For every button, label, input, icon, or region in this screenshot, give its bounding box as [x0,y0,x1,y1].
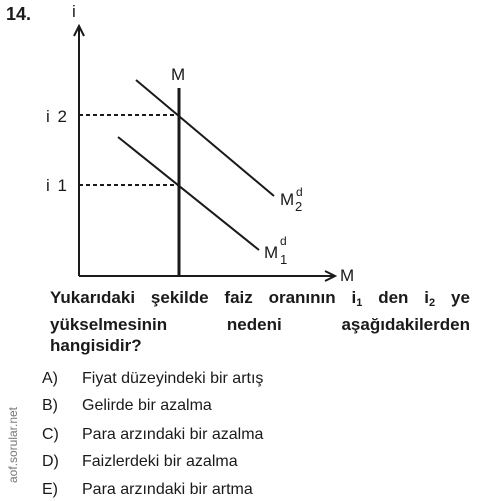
money-demand-curve-1 [118,137,259,250]
demand1-label-sub: 1 [280,252,288,267]
option-letter: B) [42,397,58,414]
option-text: Para arzındaki bir artma [82,481,253,498]
stem-word: $i_2$ [424,288,436,309]
option-c[interactable] [42,426,263,444]
option-letter: C) [42,426,59,443]
y-axis-label: i [72,2,76,21]
watermark-text: aof.sorular.net [6,406,20,484]
question-number: 14. [6,4,32,24]
stem-word: aşağıdakilerden [341,315,470,334]
option-letter: D) [42,453,59,470]
demand2-label-sup: d [296,185,303,199]
option-d[interactable] [42,453,238,471]
i2-label-sub: 2 [57,107,67,126]
stem-word: $i_1$ [351,288,363,309]
question-stem [50,287,470,356]
stem-word: den [378,288,409,307]
option-letter: E) [42,481,58,498]
stem-word: yükselmesinin [50,315,168,334]
stem-line-3 [50,335,470,356]
stem-word: hangisidir? [50,336,142,355]
demand1-label-base: M [264,243,279,262]
stem-word: ye [450,288,470,307]
option-text: Gelirde bir azalma [82,397,212,414]
i2-label-base: i [46,107,50,126]
option-text: Fiyat düzeyindeki bir artış [82,370,264,387]
option-text: Faizlerdeki bir azalma [82,453,238,470]
demand2-label-base: M [280,190,295,209]
stem-word: faiz [224,288,253,307]
watermark [4,390,22,500]
supply-label: M [171,65,186,84]
demand2-label-sub: 2 [295,199,303,214]
stem-line-1 [50,287,470,314]
stem-line-2 [50,314,470,335]
stem-word: Yukarıdaki [50,288,136,307]
x-axis-label: M [340,266,355,285]
option-letter: A) [42,370,58,387]
i2-label [46,107,67,126]
option-b[interactable] [42,397,212,415]
i1-label-sub: 1 [57,176,67,195]
option-a[interactable] [42,370,263,388]
stem-word: şekilde [150,288,209,307]
i1-label [46,176,67,195]
demand1-label-sup: d [280,234,287,248]
money-demand-curve-2 [136,80,274,196]
option-text: Para arzındaki bir azalma [82,426,264,443]
i1-label-base: i [46,176,50,195]
option-e[interactable] [42,481,253,499]
stem-word: nedeni [226,315,282,334]
stem-word: oranının [268,288,336,307]
